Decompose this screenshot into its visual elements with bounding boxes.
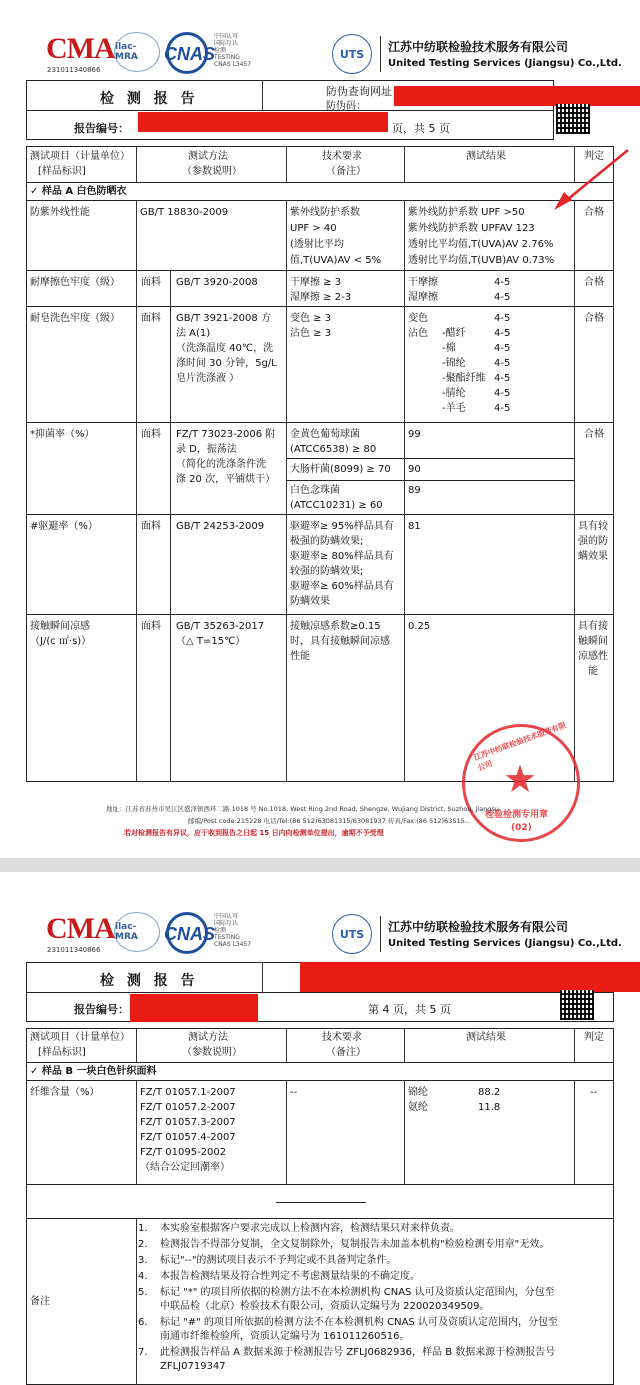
accr-line: 中国认可 xyxy=(214,913,239,920)
company-name-cn: 江苏中纺联检验技术服务有限公司 xyxy=(388,920,569,934)
soap-change-value: 4-5 xyxy=(494,313,511,324)
cool-judge: 能 xyxy=(588,666,598,677)
col-header-requirement: 技术要求 xyxy=(322,151,362,162)
soap-fabric: 面料 xyxy=(141,313,161,324)
report-number-label: 报告编号： xyxy=(74,122,129,135)
mite-req: 防螨效果 xyxy=(290,596,330,607)
soap-stain-label: -羊毛 xyxy=(442,403,466,414)
row-line xyxy=(26,200,614,201)
header-divider xyxy=(380,916,381,952)
row-line xyxy=(286,480,574,481)
accr-line: 检测 xyxy=(214,47,227,54)
col-line xyxy=(574,200,575,782)
row-line xyxy=(286,458,574,459)
remark-note-number: 6. xyxy=(138,1317,148,1328)
cool-req: 性能 xyxy=(290,651,310,662)
soap-stain-value: 4-5 xyxy=(494,358,511,369)
report-page-2 xyxy=(0,872,640,1385)
soap-stain-value: 4-5 xyxy=(494,388,511,399)
redacted-report-number xyxy=(138,112,388,132)
red-arrow-icon xyxy=(548,146,632,214)
rub-result-value: 4-5 xyxy=(494,292,511,303)
rub-result-label: 干摩擦 xyxy=(408,277,438,288)
fiber-req: -- xyxy=(290,1087,298,1098)
redacted-report-number xyxy=(130,994,258,1022)
fiber-result-label: 氨纶 xyxy=(408,1102,428,1113)
cnas-logo: CNAS xyxy=(164,924,216,944)
col-header-result: 测试结果 xyxy=(466,1032,506,1043)
cool-method: GB/T 35263-2017 xyxy=(176,621,265,632)
cnas-accreditation xyxy=(214,33,251,68)
header-divider xyxy=(380,36,381,72)
footer-address: 地址：江苏省苏州市吴江区盛泽镇西环二路 1018 号 No.1018, West Ring 2nd Road, Shengze, Wujiang District, Suzhou, Jiangsu xyxy=(106,805,499,813)
col-line xyxy=(404,1080,405,1184)
fiber-result-value: 11.8 xyxy=(478,1102,501,1113)
uv-req: (透射比平均 xyxy=(290,239,344,250)
rub-result-label: 湿摩擦 xyxy=(408,292,438,303)
report-title: 检 测 报 告 xyxy=(100,973,199,989)
fiber-method: FZ/T 01057.3-2007 xyxy=(140,1117,236,1128)
uv-item: 防紫外线性能 xyxy=(30,207,90,218)
footer-notice: 若对检测报告有异议，应于收到报告之日起 15 日内向检测单位提出，逾期不予受理 xyxy=(124,829,384,837)
row-line xyxy=(26,1218,614,1219)
cool-judge: 触瞬间 xyxy=(578,636,608,647)
col-header-method-sub: （参数说明） xyxy=(182,1047,242,1058)
cma-number: 231011340866 xyxy=(47,946,101,954)
row-line xyxy=(26,1080,614,1081)
row-line xyxy=(26,514,614,515)
official-seal xyxy=(462,720,580,842)
soap-stain-label: -醋纤 xyxy=(442,328,466,339)
footer-contact: 邮编/Post code:215228 电话/Tel:(86 512)63081315/63081937 传真/Fax:(86 512)63515... xyxy=(188,817,471,825)
soap-stain-label: -腈纶 xyxy=(442,388,466,399)
accr-line: TESTING xyxy=(214,54,240,61)
soap-stain-label: -锦纶 xyxy=(442,358,466,369)
cma-logo: CMA xyxy=(46,912,115,945)
soap-change-label: 变色 xyxy=(408,313,428,324)
cool-judge: 具有接 xyxy=(578,621,608,632)
remark-note xyxy=(138,1316,618,1330)
remarks-label: 备注 xyxy=(30,1296,50,1307)
col-line xyxy=(574,1080,575,1184)
uv-judge: 合格 xyxy=(584,207,604,218)
uv-req: UPF > 40 xyxy=(290,223,337,234)
rub-result-value: 4-5 xyxy=(494,277,511,288)
antibac-req: 白色念珠菌 xyxy=(290,485,340,496)
row-line xyxy=(26,1184,614,1185)
soap-item: 耐皂洗色牢度（级） xyxy=(30,313,120,324)
col-line xyxy=(286,200,287,782)
remark-note-number: 3. xyxy=(138,1255,148,1266)
mite-req: 驱避率≥ 80%样品具有 xyxy=(290,551,394,562)
accr-line: 检测 xyxy=(214,927,227,934)
fiber-method: FZ/T 01057.4-2007 xyxy=(140,1132,236,1143)
remark-note-text: 此检测报告样品 A 数据来源于检测报告号 ZFLJ0682936，样品 B 数据来源于检测报告号 xyxy=(160,1347,556,1358)
seal-company-text: 江苏中纺联检验技术服务有限公司 xyxy=(472,720,568,773)
antibac-method: FZ/T 73023-2006 附 xyxy=(176,429,276,440)
remark-note-number: 1. xyxy=(138,1223,148,1234)
remark-note-text: 本报告检测结果及符合性判定不考虑测量结果的不确定度。 xyxy=(160,1271,420,1282)
mite-method: GB/T 24253-2009 xyxy=(176,521,265,532)
cool-judge: 凉感性 xyxy=(578,651,608,662)
soap-req: 变色 ≥ 3 xyxy=(290,313,332,324)
row-line xyxy=(26,422,614,423)
cool-item: 接触瞬间凉感 xyxy=(30,621,90,632)
cool-req: 时，具有接触瞬间凉感 xyxy=(290,636,390,647)
accr-line: 中国认可 xyxy=(214,33,239,40)
col-line xyxy=(170,270,171,782)
accr-line: CNAS L3457 xyxy=(214,941,252,948)
col-line xyxy=(286,1028,287,1062)
ilac-mra-logo: ilac-MRA xyxy=(114,32,160,72)
fiber-result-label: 锦纶 xyxy=(408,1087,428,1098)
ilac-mra-logo: ilac-MRA xyxy=(114,912,160,952)
col-header-method: 测试方法 xyxy=(188,151,228,162)
title-block-divider xyxy=(26,110,554,111)
mite-judge: 具有较 xyxy=(578,521,608,532)
soap-judge: 合格 xyxy=(584,313,604,324)
mite-req: 极强的防螨效果; xyxy=(290,536,364,547)
seal-code-text: (02) xyxy=(511,823,532,833)
col-line xyxy=(574,1028,575,1062)
col-header-item: 测试项目（计量单位） xyxy=(30,151,130,162)
antibac-req: 大肠杆菌(8099) ≥ 70 xyxy=(290,464,391,475)
fiber-method: FZ/T 01095-2002 xyxy=(140,1147,227,1158)
antibac-req: (ATCC10231) ≥ 60 xyxy=(290,500,383,511)
uts-logo: UTS xyxy=(332,914,372,954)
col-header-result: 测试结果 xyxy=(466,151,506,162)
mite-judge: 强的防 xyxy=(578,536,608,547)
uv-result: 紫外线防护系数 UPF >50 xyxy=(408,207,525,218)
cma-logo: CMA xyxy=(46,32,115,65)
cool-method: （△ T=15℃） xyxy=(176,636,246,647)
remark-note-number: 7. xyxy=(138,1347,148,1358)
accr-line: 国际互认 xyxy=(214,40,239,47)
sample-b-label: ✓ 样品 B 一块白色针织面料 xyxy=(30,1066,157,1077)
qr-code-icon xyxy=(556,104,590,134)
seal-purpose-text: 检验检测专用章 xyxy=(485,810,549,820)
col-header-requirement-sub: （备注） xyxy=(326,166,366,177)
redacted-code xyxy=(300,962,640,992)
fiber-judge: -- xyxy=(590,1087,598,1098)
uv-req: 值,T(UVA)AV < 5% xyxy=(290,255,382,266)
col-line xyxy=(136,1028,137,1062)
antibac-method: （简化的洗涤条件洗 xyxy=(176,459,266,470)
fiber-item: 纤维含量（%） xyxy=(30,1087,100,1098)
soap-stain-label: -聚酯纤维 xyxy=(442,373,486,384)
cnas-accreditation xyxy=(214,913,251,948)
col-line xyxy=(404,146,405,182)
col-line xyxy=(404,200,405,782)
remark-note xyxy=(138,1270,618,1284)
soap-stain-value: 4-5 xyxy=(494,373,511,384)
remark-note-number: 5. xyxy=(138,1287,148,1298)
remark-note-text: ZFLJ0719347 xyxy=(160,1361,226,1372)
col-header-item: 测试项目（计量单位） xyxy=(30,1032,130,1043)
fiber-method: FZ/T 01057.1-2007 xyxy=(140,1087,236,1098)
remark-note-number: 2. xyxy=(138,1239,148,1250)
remark-note-number: 4. xyxy=(138,1271,148,1282)
accr-line: 国际互认 xyxy=(214,920,239,927)
soap-method: GB/T 3921-2008 方 xyxy=(176,313,271,324)
uv-result: 透射比平均值,T(UVA)AV 2.76% xyxy=(408,239,554,250)
fiber-result-value: 88.2 xyxy=(478,1087,501,1098)
remark-note xyxy=(138,1360,618,1374)
uv-result: 紫外线防护系数 UPFAV 123 xyxy=(408,223,535,234)
rub-req: 湿摩擦 ≥ 2-3 xyxy=(290,292,352,303)
col-header-requirement: 技术要求 xyxy=(322,1032,362,1043)
col-line xyxy=(136,1080,137,1184)
soap-method: 法 A(1) xyxy=(176,328,211,339)
soap-method: 涤时间 30 分钟，5g/L xyxy=(176,358,277,369)
row-line xyxy=(26,306,614,307)
antibac-item: *抑菌率（%） xyxy=(30,429,95,440)
mite-fabric: 面料 xyxy=(141,521,161,532)
uv-method: GB/T 18830-2009 xyxy=(140,207,229,218)
col-line xyxy=(286,1080,287,1184)
title-block-divider xyxy=(26,992,614,993)
end-of-results-line xyxy=(276,1202,366,1203)
col-header-item-sub: [样品标识] xyxy=(38,166,86,177)
col-line xyxy=(136,146,137,182)
seal-star-icon: ★ xyxy=(503,757,538,801)
title-block-vdivider xyxy=(262,80,263,110)
antibac-fabric: 面料 xyxy=(141,429,161,440)
rub-item: 耐摩擦色牢度（级） xyxy=(30,277,120,288)
col-header-method: 测试方法 xyxy=(188,1032,228,1043)
antibac-result: 89 xyxy=(408,485,421,496)
uts-logo: UTS xyxy=(332,34,372,74)
row-line xyxy=(26,614,614,615)
company-name-cn: 江苏中纺联检验技术服务有限公司 xyxy=(388,40,569,54)
antibac-method: 涤 20 次，平铺烘干） xyxy=(176,474,276,485)
remark-note-text: 本实验室根据客户要求完成以上检测内容，检测结果只对来样负责。 xyxy=(160,1223,460,1234)
sample-a-label: ✓ 样品 A 白色防晒衣 xyxy=(30,186,127,197)
cma-number: 231011340866 xyxy=(47,66,101,74)
rub-method: GB/T 3920-2008 xyxy=(176,277,258,288)
col-line xyxy=(286,146,287,182)
antibac-req: 金黄色葡萄球菌 xyxy=(290,429,360,440)
cool-req: 接触凉感系数≥0.15 xyxy=(290,621,381,632)
col-header-judgement: 判定 xyxy=(584,1032,604,1043)
remark-note-text: 检测报告不得部分复制，全文复制除外，复制报告未加盖本机构"检验检测专用章"无效。 xyxy=(160,1239,550,1250)
antibac-method: 录 D，振荡法 xyxy=(176,444,237,455)
title-block-vdivider xyxy=(262,962,263,992)
cool-result: 0.25 xyxy=(408,621,431,632)
mite-req: 较强的防螨效果; xyxy=(290,566,364,577)
fiber-method: （结合公定回潮率） xyxy=(140,1162,230,1173)
remark-note xyxy=(138,1238,618,1252)
remark-note-text: 中联品检（北京）检验技术有限公司，资质认定编号为 220020349509。 xyxy=(160,1301,490,1312)
uv-req: 紫外线防护系数 xyxy=(290,207,360,218)
mite-req: 驱避率≥ 95%样品具有 xyxy=(290,521,394,532)
remark-note-text: 标记 "*" 的项目所依据的检测方法不在本检测机构 CNAS 认可及资质认定范围内，分包至 xyxy=(160,1287,555,1298)
col-line xyxy=(136,200,137,782)
remark-note xyxy=(138,1222,618,1236)
col-header-method-sub: （参数说明） xyxy=(182,166,242,177)
col-header-judgement: 判定 xyxy=(584,151,604,162)
remark-note xyxy=(138,1254,618,1268)
redacted-code xyxy=(394,86,640,106)
rub-req: 干摩擦 ≥ 3 xyxy=(290,277,342,288)
fiber-method: FZ/T 01057.2-2007 xyxy=(140,1102,236,1113)
rub-judge: 合格 xyxy=(584,277,604,288)
remark-note xyxy=(138,1330,618,1344)
remark-note-text: 标记"--"的测试项目表示不予判定或不具备判定条件。 xyxy=(160,1255,397,1266)
soap-method: （洗涤温度 40℃，洗 xyxy=(176,343,274,354)
mite-item: #驱避率（%） xyxy=(30,521,98,532)
company-name-en: United Testing Services (Jiangsu) Co.,Ltd. xyxy=(388,938,622,949)
mite-judge: 螨效果 xyxy=(578,551,608,562)
soap-stain-label: -棉 xyxy=(442,343,456,354)
rub-fabric: 面料 xyxy=(141,277,161,288)
anti-fake-url-label: 防伪查询网址 xyxy=(326,85,392,98)
anti-fake-code-label: 防伪码： xyxy=(326,101,366,112)
soap-stain-value: 4-5 xyxy=(494,328,511,339)
qr-code-icon xyxy=(560,990,594,1020)
antibac-req: (ATCC6538) ≥ 80 xyxy=(290,444,377,455)
cool-fabric: 面料 xyxy=(141,621,161,632)
mite-req: 驱避率≥ 60%样品具有 xyxy=(290,581,394,592)
remark-note-text: 南通市纤维检验所，资质认定编号为 161011260516。 xyxy=(160,1331,410,1342)
soap-req: 沾色 ≥ 3 xyxy=(290,328,332,339)
accr-line: TESTING xyxy=(214,934,240,941)
remark-note xyxy=(138,1346,618,1360)
page-info: 页，共 5 页 xyxy=(392,122,450,135)
soap-stain-value: 4-5 xyxy=(494,403,511,414)
remark-note-text: 标记 "#" 的项目所依据的检测方法不在本检测机构 CNAS 认可及资质认定范围内，分包至 xyxy=(160,1317,558,1328)
row-line xyxy=(26,182,614,183)
antibac-judge: 合格 xyxy=(584,429,604,440)
row-line xyxy=(26,1062,614,1063)
soap-method: 皂片洗涤液 ） xyxy=(176,373,240,384)
report-title: 检 测 报 告 xyxy=(100,91,199,107)
row-line xyxy=(26,270,614,271)
antibac-result: 99 xyxy=(408,429,421,440)
uv-result: 透射比平均值,T(UVB)AV 0.73% xyxy=(408,255,555,266)
col-line xyxy=(136,1218,137,1385)
col-header-item-sub: [样品标识] xyxy=(38,1047,86,1058)
remark-note xyxy=(138,1286,618,1300)
col-header-requirement-sub: （备注） xyxy=(326,1047,366,1058)
soap-stain-value: 4-5 xyxy=(494,343,511,354)
mite-result: 81 xyxy=(408,521,421,532)
cnas-logo: CNAS xyxy=(164,44,216,64)
company-name-en: United Testing Services (Jiangsu) Co.,Ltd. xyxy=(388,58,622,69)
report-number-label: 报告编号： xyxy=(74,1003,129,1016)
soap-stain-label: 沾色 xyxy=(408,328,428,339)
accr-line: CNAS L3457 xyxy=(214,61,252,68)
page-info: 第 4 页，共 5 页 xyxy=(368,1003,451,1016)
col-line xyxy=(404,1028,405,1062)
cool-item-unit: （J/(c ㎡·s)） xyxy=(30,636,92,647)
remark-note xyxy=(138,1300,618,1314)
antibac-result: 90 xyxy=(408,464,421,475)
